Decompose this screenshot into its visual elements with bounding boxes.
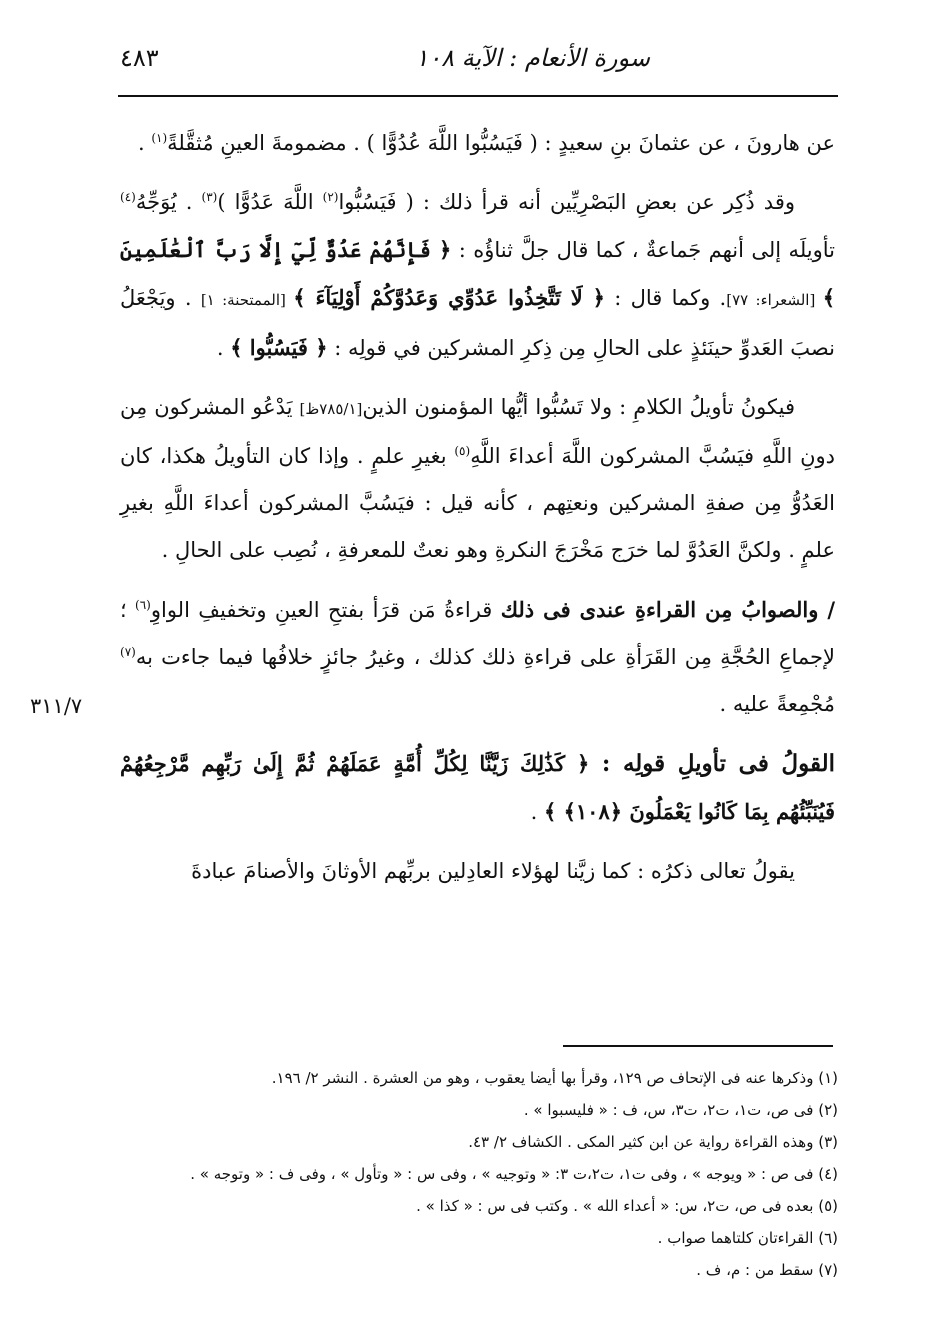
quran-quote: ﴿ فَيَسُبُّوا ﴾ — [230, 335, 328, 360]
surah-reference: [الممتحنة: ١] — [200, 291, 294, 309]
footnote: (٣) وهذه القراءة رواية عن ابن كثير المكى . الكشاف ٢/ ٤٣. — [468, 1133, 838, 1151]
footnote: (١) وذكرها عنه فى الإتحاف ص ١٢٩، وقرأ بها أيضا يعقوب ، وهو من العشرة . النشر ٢/ ١٩٦. — [271, 1069, 838, 1087]
paragraph-5 — [120, 740, 835, 836]
footnote-marker: (٧) — [120, 645, 136, 659]
manuscript-reference: [٧٨٥/١ظ] — [299, 400, 363, 418]
footnote-marker: (٢) — [322, 190, 339, 204]
footnote: (٧) سقط من : م، ف . — [696, 1261, 838, 1279]
paragraph-text: اللَّهَ عَدُوًّا ) — [217, 190, 323, 214]
paragraph-text: مُجْمِعةً عليه . — [719, 692, 835, 716]
paragraph-6 — [120, 848, 835, 895]
quran-quote: ﴿ لَا تَتَّخِذُوا عَدُوِّي وَعَدُوَّكُمْ أَوْلِيَآءَ ﴾ — [293, 285, 605, 310]
paragraph-text: . ويَجْعَلُ نصبَ العَدوِّ حينَئذٍ على الحالِ مِن ذِكرِ المشركين في قولِه : — [120, 286, 835, 360]
paragraph-text: قراءةُ مَن قرَأ بفتحِ العينِ وتخفيفِ الواوِ — [150, 598, 501, 622]
footnote: (٢) فى ص، ت١، ت٢، ت٣، س، ف : « فليسبوا » . — [523, 1101, 838, 1119]
footnote: (٥) بعده فى ص، ت٢، س: « أعداء الله » . وكتب فى س : « كذا » . — [416, 1197, 838, 1215]
paragraph-text: فيكونُ تأويلُ الكلامِ : ولا تَسُبُّوا أيُّها المؤمنون الذين — [362, 395, 795, 419]
paragraph-end: . — [530, 800, 544, 824]
page-number: ٤٨٣ — [120, 44, 159, 72]
header-divider — [118, 95, 838, 97]
paragraph-text: تأويلَه إلى أنهم جَماعةٌ ، كما قال جلَّ ثناؤُه : — [451, 238, 835, 262]
paragraph-4 — [120, 586, 835, 728]
quran-quote: ﴿ فَإِنَّهُمْ عَدُوٌّ لِّيٓ إِلَّا رَبَّ ٱلْعَٰلَمِينَ ﴾ — [120, 237, 835, 310]
paragraph-text: يقولُ تعالى ذكرُه : كما زيَّنا لهؤلاء العادِلين بربِّهم الأوثانَ والأصنامَ عبادةَ — [191, 859, 795, 883]
paragraph-end: . — [137, 131, 152, 155]
quran-quote: ﴿ كَذَٰلِكَ زَيَّنَّا لِكُلِّ أُمَّةٍ عَمَلَهُمْ ثُمَّ إِلَىٰ رَبِّهِم مَّرْجِعُهُمْ فَيُنَبِّئُهُم بِمَا كَانُوا يَعْمَلُونَ ﴿١٠٨﴾ ﴾ — [120, 751, 835, 824]
footnote-divider — [563, 1045, 833, 1047]
paragraph-3 — [120, 384, 835, 574]
paragraph-text: يَدْعُو المشركون مِن دونِ اللَّهِ فيَسُبَّ المشركون اللَّهَ أعداءَ اللَّهِ — [120, 395, 835, 468]
paragraph-end: . — [216, 336, 231, 360]
paragraph-text: بغيرِ علمٍ . وإذا كان التأويلُ هكذا، كان العَدُوُّ مِن صفةِ المشركين ونعتِهم ، كأنه قيل : فيَسُبَّ المشركون أعداءَ اللَّهِ بغيرِ علمٍ . ولكنَّ العَدُوَّ لما خرَج مَخْرَجَ النكرةِ وهو نعتٌ للمعرفةِ ، نُصِب على الحالِ . — [120, 444, 835, 562]
footnote-marker: (٦) — [135, 598, 151, 612]
page-title: سورة الأنعام : الآية ١٠٨ — [415, 44, 650, 72]
paragraph-text: عن هارونَ ، عن عثمانَ بنِ سعيدٍ : ( فَيَسُبُّوا اللَّهَ عُدُوًّا ) . مضمومةَ العينِ مُثقَّلةً — [167, 131, 835, 155]
paragraph-text: ؛ لإجماعِ الحُجَّةِ مِن القَرَأةِ على قراءةِ ذلك كذلك ، وغيرُ جائزٍ خلافُها فيما جاءت به — [120, 598, 835, 669]
paragraph-text: . يُوَجِّهُ — [135, 190, 202, 214]
surah-reference: [الشعراء: ٧٧] — [726, 291, 823, 309]
bold-lead: / والصوابُ مِن القراءةِ عندى فى ذلك — [500, 597, 836, 622]
paragraph-1 — [120, 120, 835, 167]
footnote-marker: (١) — [151, 131, 168, 145]
running-head — [120, 44, 840, 84]
section-heading: القولُ فى تأويلِ قولِه : — [589, 750, 836, 777]
footnote-marker: (٤) — [120, 190, 136, 204]
paragraph-text: . وكما قال : — [604, 286, 727, 310]
footnote: (٤) فى ص : « ويوجه » ، وفى ت١، ت٢،ت ٣: « وتوجيه » ، وفى س : « وتأول » ، وفى ف : « وتوجه » . — [190, 1165, 838, 1183]
footnote-marker: (٣) — [201, 190, 218, 204]
paragraph-text: وقد ذُكِر عن بعضِ البَصْرِيِّين أنه قرأ ذلك : ( فَيَسُبُّوا — [338, 190, 795, 214]
footnotes — [120, 1062, 838, 1286]
footnote: (٦) القراءتان كلتاهما صواب . — [657, 1229, 838, 1247]
main-text — [120, 120, 835, 907]
footnote-marker: (٥) — [454, 444, 471, 458]
margin-reference: ٣١١/٧ — [30, 694, 83, 718]
paragraph-2 — [120, 179, 835, 372]
